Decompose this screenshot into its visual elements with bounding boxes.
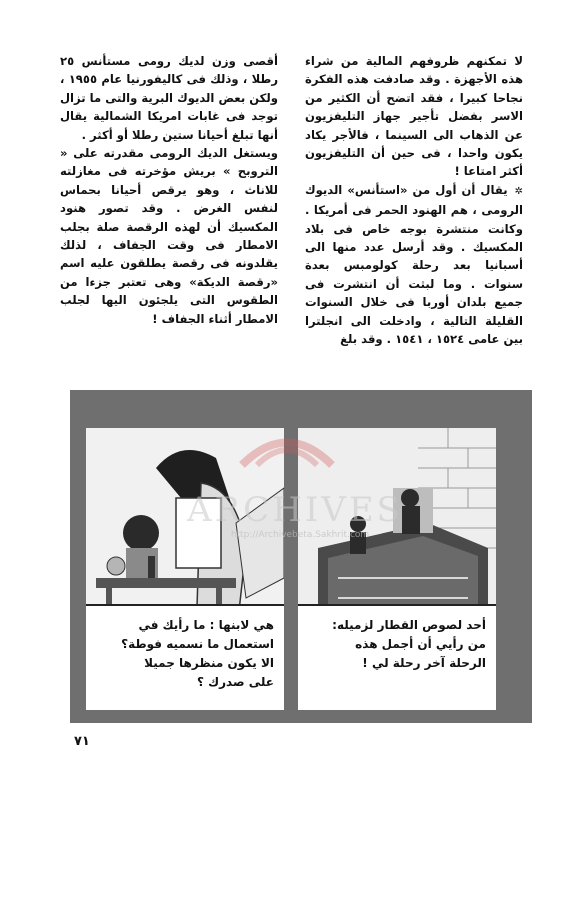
archive-watermark-url: http://Archivebeta.Sakhrit.com — [230, 530, 370, 540]
caption-line: أحد لصوص القطار لزميله: — [332, 618, 486, 632]
caption-line: من رأيي أن أجمل هذه — [355, 637, 486, 651]
right-paragraph-2-text: يقال أن أول من «استأنس» الديوك الرومى ، هم الهنود الحمر فى أمريكا . وكانت منتشرة بوجه خاص فى بلاد المكسيك . وقد أرسل عدد منها الى أسبانيا بعد رحلة كولومبس بعدة سنوات . وما لبثت أن انتشرت فى جميع بلدان أوربا فى خلال السنوات القليلة التالية ، وادخلت الى انجلترا بين عامى ١٥٢٤ ، ١٥٤١ . وقد بلغ — [305, 182, 523, 347]
caption-line: استعمال ما نسميه فوطة؟ — [121, 637, 274, 651]
star-bullet-icon: ✲ — [514, 185, 523, 197]
archive-watermark: ARCHIVES — [187, 490, 403, 530]
right-paragraph-1: لا تمكنهم ظروفهم المالية من شراء هذه الأجهزة . وقد صادفت هذه الفكرة نجاحا كبيرا ، فقد اتضح أن الكثير من الاسر بفضل تأجير جهاز التليفزيون عن الذهاب الى السينما ، فالأجر يكاد يكون واحدا ، فى حين أن التليفزيون أكثر امتاعا ! — [305, 54, 523, 179]
caption-line: هي لابنها : ما رأيك في — [138, 618, 274, 632]
right-text-column — [305, 52, 523, 349]
right-paragraph-2 — [305, 181, 523, 349]
page-number: ٧١ — [74, 734, 90, 749]
left-paragraph-2: ويستغل الديك الرومى مقدرته على « التروبح » بريش مؤخرته فى مغازلته للاناث ، وهو يرقص أحيانا بحماس لنفس الغرض . وقد تصور هنود المكسيك أن لهذه الرقصة صلة بجلب الامطار فى وقت الجفاف ، لذلك يقلدونه فى رقصة يطلقون عليه اسم «رقصة الديكة» وهى تعتبر جزءا من الطقوس التى يلجئون اليها لجلب الامطار أثناء الجفاف ! — [60, 146, 278, 326]
caption-line: الرحلة آخر رحلة لي ! — [362, 656, 486, 670]
train-robbers-caption — [298, 604, 496, 710]
caption-line: الا يكون منظرها جميلا — [144, 656, 274, 670]
caption-line: على صدرك ؟ — [197, 675, 274, 689]
archive-book-logo-icon — [232, 410, 342, 480]
left-paragraph-1: أقصى وزن لديك رومى مستأنس ٢٥ رطلا ، وذلك فى كاليفورنيا عام ١٩٥٥ ، ولكن بعض الديوك البرية والتى ما تزال توجد فى غابات امريكا الشمالية يقال أنها تبلغ أحيانا ستين رطلا أو أكثر . — [60, 54, 278, 142]
mother-and-son-caption — [86, 604, 284, 710]
left-text-column — [60, 52, 278, 328]
